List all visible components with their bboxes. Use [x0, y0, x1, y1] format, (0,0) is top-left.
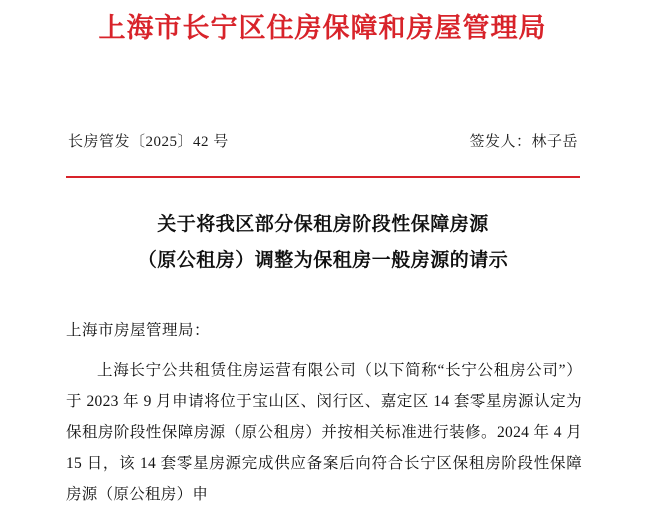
subject-line-2: （原公租房）调整为保租房一般房源的请示: [137, 250, 509, 271]
document-number: 长房管发〔2025〕42 号: [68, 134, 229, 150]
document-header-title: 上海市长宁区住房保障和房屋管理局: [98, 13, 547, 43]
document-subject: [66, 207, 580, 279]
red-divider-line: [66, 176, 580, 178]
document-body: [66, 355, 582, 510]
body-paragraph: 上海长宁公共租赁住房运营有限公司（以下简称“长宁公租房公司”）于 2023 年 9 月申请将位于宝山区、闵行区、嘉定区 14 套零星房源认定为保租房阶段性保障房源（原公租房）并按相关标准进行装修。2024 年 4 月 15 日，该 14 套零星房源完成供应备案后向符合长宁区保租房阶段性保障房源（原公租房）申: [66, 362, 582, 503]
document-meta-row: [68, 130, 578, 151]
subject-line-1: 关于将我区部分保租房阶段性保障房源: [157, 214, 489, 235]
document-addressee: 上海市房屋管理局：: [66, 322, 211, 339]
document-issuer: 签发人：林子岳: [469, 134, 578, 150]
